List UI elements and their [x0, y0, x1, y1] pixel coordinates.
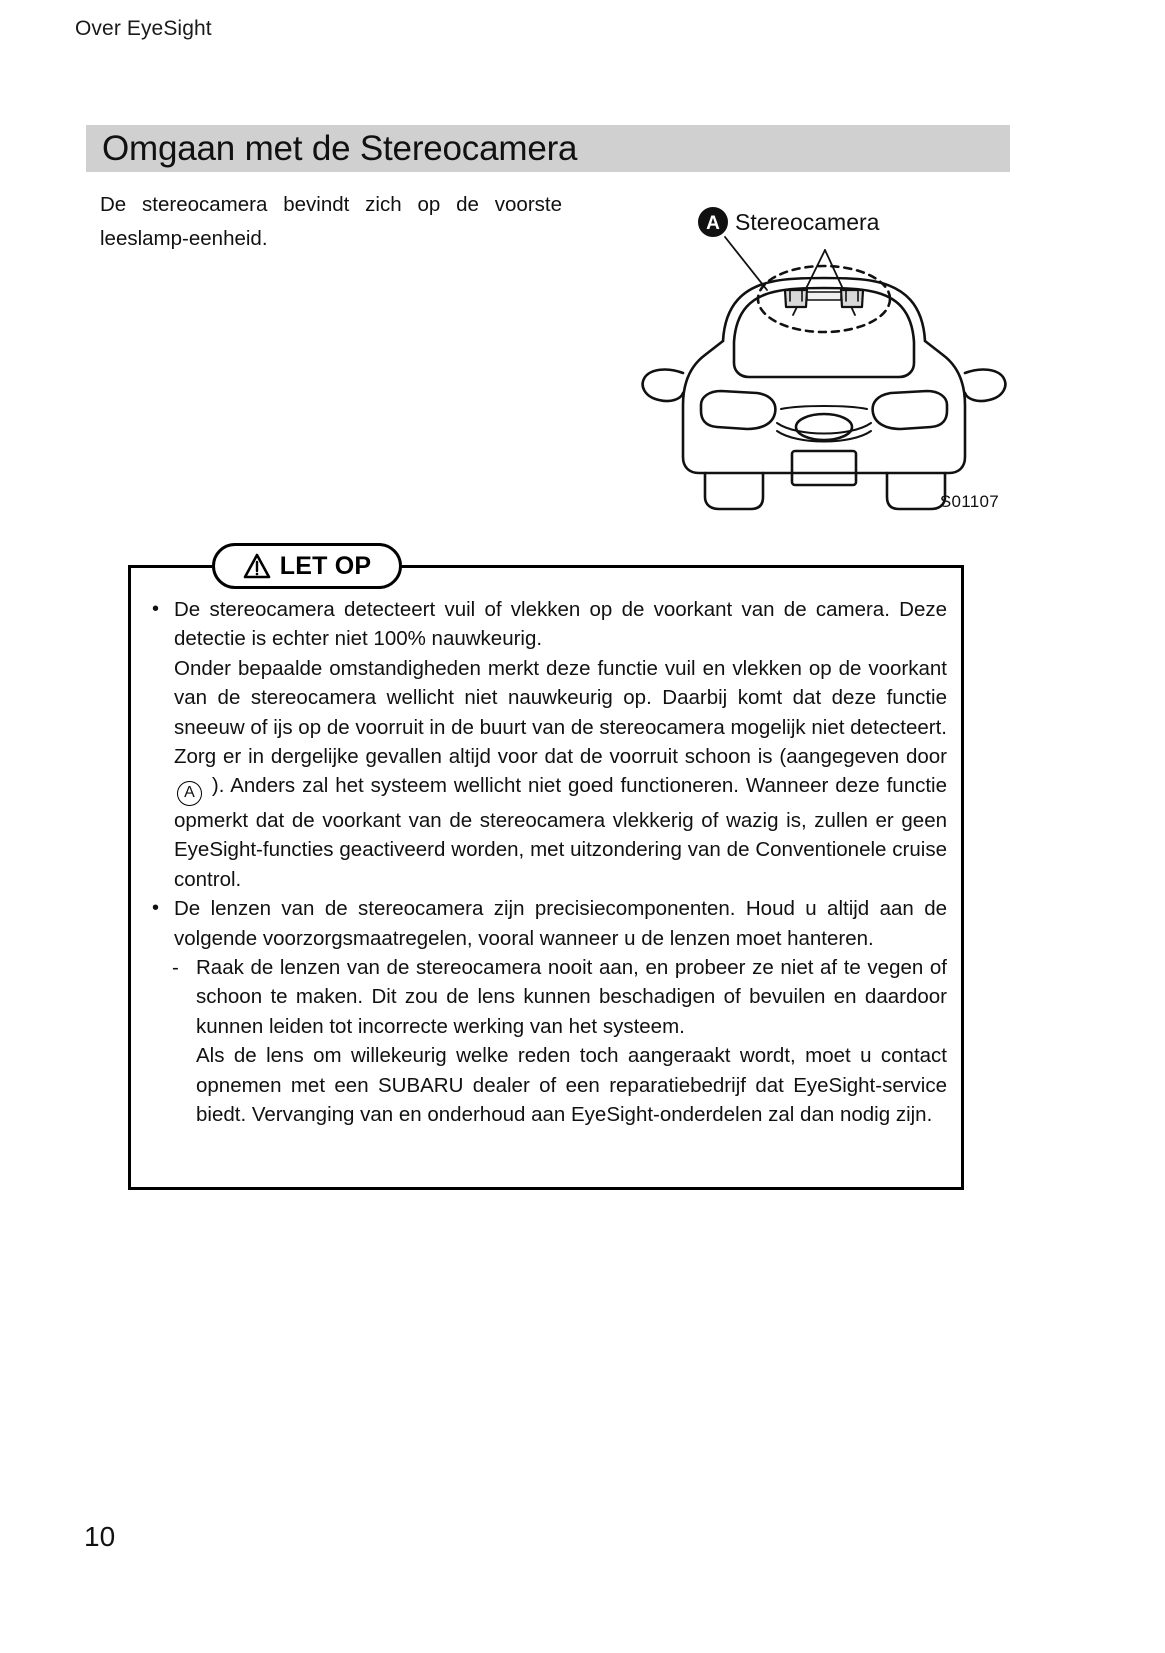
caution-sub-bullet: [172, 953, 947, 1129]
caution-bullet-body: [174, 595, 947, 894]
callout-label: Stereocamera: [735, 209, 880, 235]
callout-marker-a: [699, 208, 727, 236]
running-header: Over EyeSight: [75, 17, 212, 40]
caution-paragraph: Onder bepaalde omstandigheden merkt deze functie vuil en vlekken op de voorkant van de stereocamera wellicht niet nauwkeurig op. Daarbij komt dat deze functie sneeuw of ijs op de voorruit in de buurt van de stereocamera mogelijk niet detecteert. Zorg er in dergelijke gevallen altijd voor dat de voorruit schoon is (aangegeven door A ). Anders zal het systeem wellicht niet goed functioneren. Wanneer deze functie opmerkt dat de voorkant van de stereocamera vlekkerig of wazig is, zullen er geen EyeSight-functies geactiveerd worden, met uitzondering van de Conventionele cruise control.: [174, 656, 947, 891]
caution-bullet: [152, 595, 947, 894]
caution-paragraph: De stereocamera detecteert vuil of vlekken op de voorkant van de camera. Deze detectie is echter niet 100% nauwkeurig.: [174, 598, 947, 651]
intro-paragraph: De stereocamera bevindt zich op de voorste leeslamp-eenheid.: [100, 193, 562, 250]
car-front-view-illustration: [625, 195, 1015, 515]
caution-paragraph: Raak de lenzen van de stereocamera nooit aan, en probeer ze niet af te vegen of schoon te maken. Dit zou de lens kunnen beschadigen of bevuilen en daardoor kunnen leiden tot incorrecte werking van het systeem.: [196, 955, 947, 1038]
figure-stereocamera-location: [625, 195, 1015, 540]
bullet-marker: •: [152, 598, 160, 620]
caution-sub-bullet-body: [196, 953, 947, 1129]
caution-badge-label: LET OP: [279, 551, 372, 580]
circled-a-icon: A: [177, 781, 202, 806]
bullet-marker: •: [152, 897, 160, 920]
caution-bullet-body: [174, 894, 947, 953]
page-number: 10: [84, 1521, 116, 1552]
callout-marker-letter: A: [706, 213, 720, 234]
caution-content: [152, 595, 947, 1129]
figure-code: S01107: [939, 492, 999, 511]
section-title-bar: [86, 125, 1010, 172]
caution-badge: [212, 543, 402, 589]
caution-paragraph: De lenzen van de stereocamera zijn precisiecomponenten. Houd u altijd aan de volgende voorzorgsmaatregelen, vooral wanneer u de lenzen moet hanteren.: [174, 897, 947, 950]
page-title: Omgaan met de Stereocamera: [102, 128, 578, 168]
warning-triangle-icon: [243, 553, 271, 579]
caution-bullet: [152, 894, 947, 953]
caution-paragraph: Als de lens om willekeurig welke reden toch aangeraakt wordt, moet u contact opnemen met een SUBARU dealer of een reparatiebedrijf dat EyeSight-service biedt. Vervanging van en onderhoud aan EyeSight-onderdelen zal dan nodig zijn.: [196, 1044, 947, 1126]
sub-bullet-marker: -: [172, 955, 179, 979]
